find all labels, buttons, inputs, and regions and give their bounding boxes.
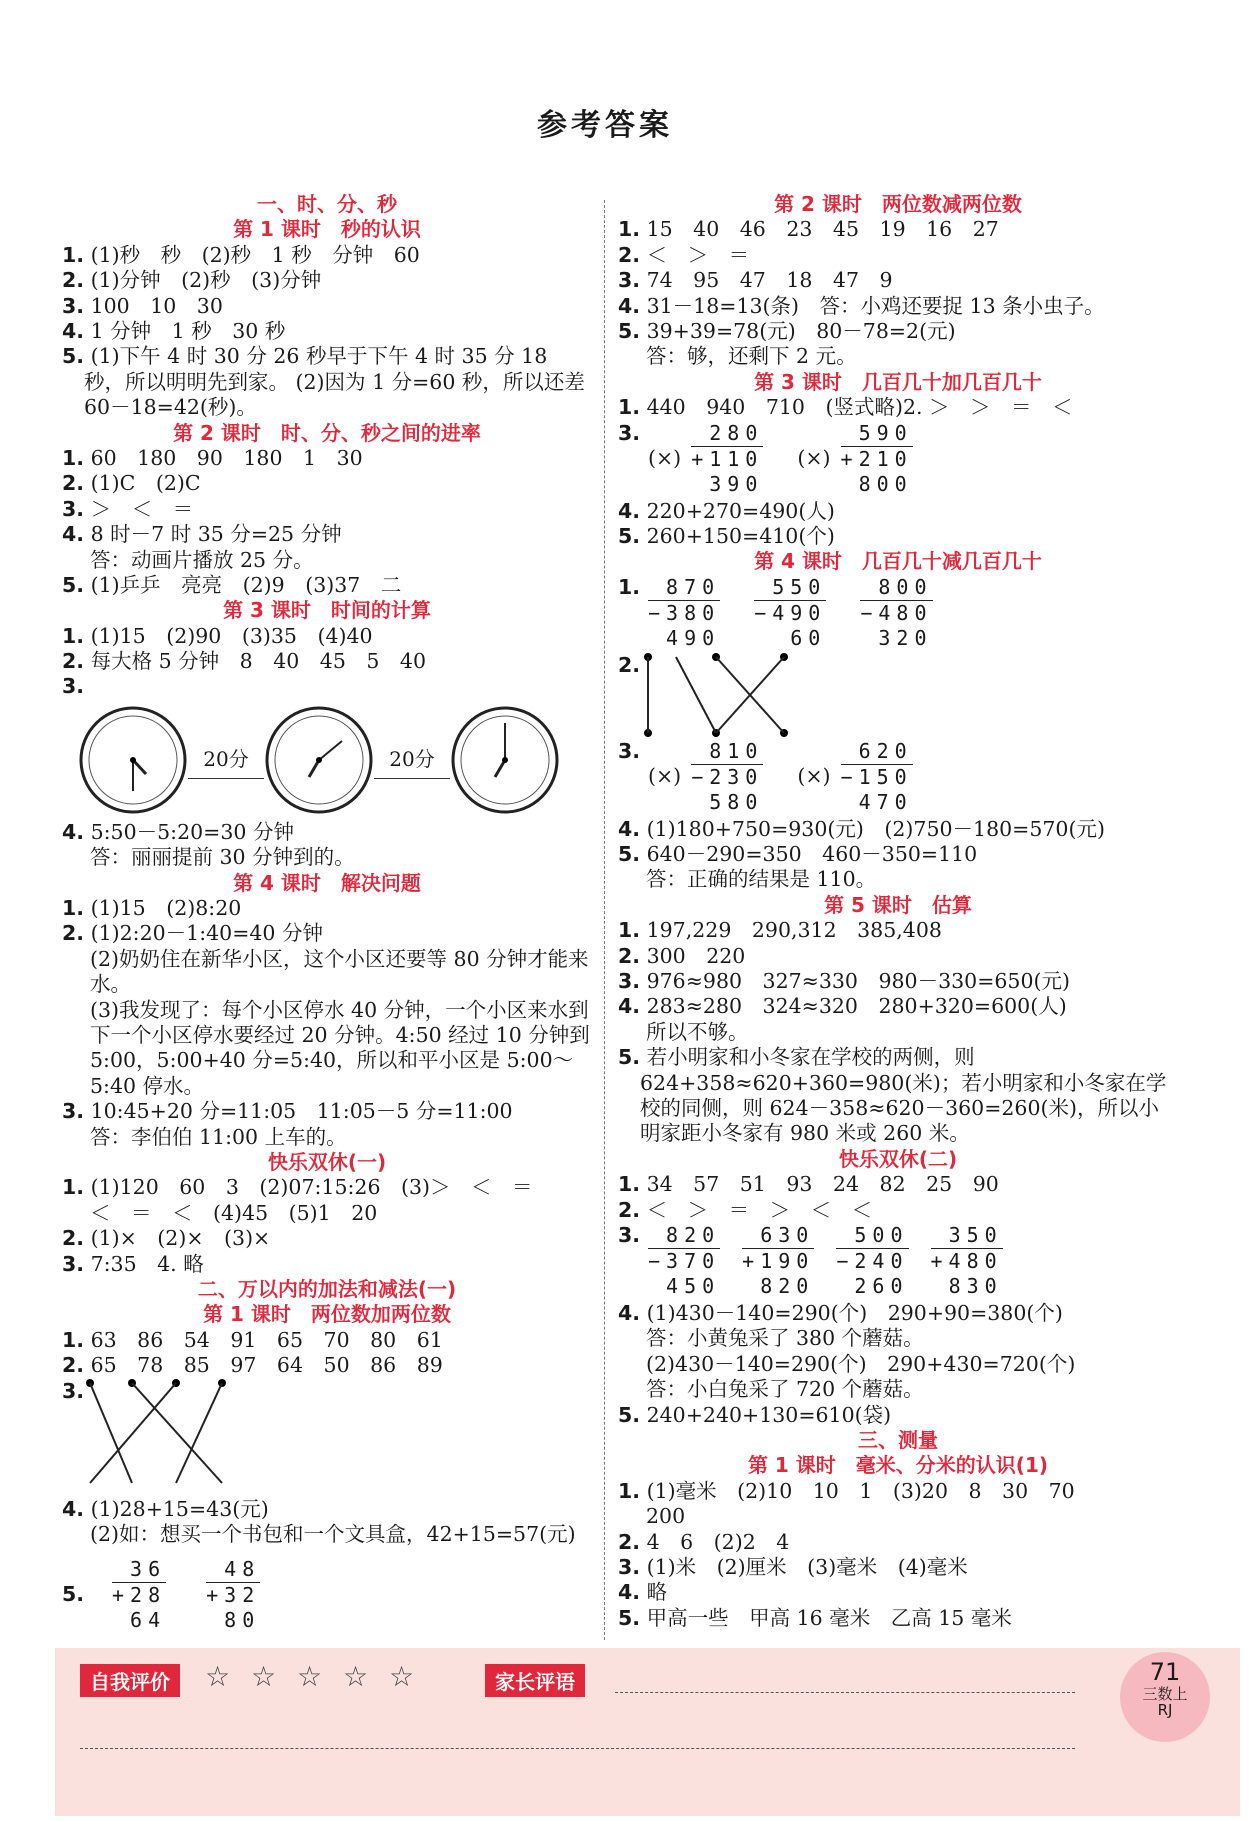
answer-line: ＜ ＞ ＝ ＞ ＜ ＜ (646, 1197, 873, 1222)
lesson-heading: 快乐双休(一) (267, 1150, 387, 1175)
answer-line: 若小明家和小冬家在学校的两侧，则 624+358≈620+360=980(米)；若小明家和小冬家在学校的同侧，则 624－358≈620－360=260(米)，所以小明家距小冬家有 980 米或 260 米。 (640, 1045, 1167, 1146)
lesson-heading: 第 1 课时 两位数加两位数 (203, 1302, 451, 1327)
vertical-calc: 48 +32 80 (206, 1557, 261, 1633)
evaluation-footer (55, 1648, 1240, 1816)
answer-line: 440 940 710 (竖式略)2. ＞ ＞ ＝ ＜ (646, 395, 1073, 420)
answer-line: 240+240+130=610(袋) (646, 1402, 892, 1427)
column-divider (604, 200, 605, 1640)
answer-line: (1)15 (2)90 (3)35 (4)40 (90, 623, 373, 648)
answer-line: (3)我发现了：每个小区停水 40 分钟，一个小区来水到下一个小区停水要经过 20 分钟。4:50 经过 10 分钟到 5:00，5:00+40 分=5:40，所以和平小区是 5:00～5:40 停水。 (90, 997, 597, 1098)
right-column: 第 2 课时 两位数减两位数 1. 15 40 46 23 45 19 16 27 2. ＜ ＞ ＝ 3. 74 95 47 18 47 9 4. 31－18=13(条) 答：小鸡还要捉 13 条小虫子。 5. 39+39=78(元) 80－78=2(元) 答：够，还剩下 2 元。 第 3 课时 几百几十加几百几十 1. 440 940 710 (竖式略)2. ＞ ＞ ＝ ＜ 3. (×) 280 +110 390 (×) 590 +210 800 4. 220+270=490(人) 5. 260+150=410(个) 第 4 课时 几百几十减几百几十 1. 870 −380 490 550 −490 60 800 −480 320 2. 3. (×) 810 −230 580 (×) 620 −150 470 4. (1)180+750=930(元) (2)750－180=570(元) 5. 640－290=350 460－350=110 答：正确的结果是 110。 第 5 课时 估算 1. 197,229 290,312 385,408 2. 300 220 3. 976≈980 327≈330 980－330=650(元) 4. 283≈280 324≈320 280+320=600(人) 所以不够。 5. 若小明家和小冬家在学校的两侧，则 624+358≈620+360=980(米)；若小明家和小冬家在学校的同侧，则 624－358≈620－360=260(米)，所以小明家距小冬家有 980 米或 260 米。 快乐双休(二) 1. 34 57 51 93 24 82 25 90 2. ＜ ＞ ＝ ＞ ＜ ＜ 3. 820 −370 450 630 +190 820 500 −240 260 350 +480 830 4. (1)430－140=290(个) 290+90=380(个) 答：小黄兔采了 380 个蘑菇。 (2)430－140=290(个) 290+430=720(个) 答：小白兔采了 720 个蘑菇。 5. 240+240+130=610(袋) 三、测量 第 1 课时 毫米、分米的认识(1) 1. (1)毫米 (2)10 10 1 (3)20 8 30 70 200 2. 4 6 (2)2 4 3. (1)米 (2)厘米 (3)毫米 (4)毫米 4. 略 5. 甲高一些 甲高 16 毫米 乙高 15 毫米 (618, 192, 1178, 1631)
answer-line: (1)15 (2)8:20 (90, 896, 242, 921)
lesson-heading: 第 1 课时 毫米、分米的认识(1) (747, 1453, 1049, 1478)
lesson-heading: 第 5 课时 估算 (824, 892, 972, 917)
answer-line: ＜ ＝ ＜ (4)45 (5)1 20 (90, 1200, 378, 1225)
arrow-label: 20分 (374, 747, 450, 772)
answer-line: 34 57 51 93 24 82 25 90 (646, 1172, 999, 1197)
answer-line: 200 (646, 1504, 686, 1529)
page-title: 参考答案 (537, 108, 673, 143)
mark: (×) (648, 445, 682, 470)
lesson-heading: 快乐双休(二) (838, 1146, 958, 1171)
answer-line: (1)28+15=43(元) (90, 1496, 269, 1521)
lesson-heading: 第 2 课时 时、分、秒之间的进率 (173, 420, 481, 445)
lesson-heading: 第 4 课时 解决问题 (233, 870, 421, 895)
page-number: 71 (1149, 1658, 1181, 1686)
answer-line: (1)C (2)C (90, 471, 201, 496)
answer-line: 答：动画片播放 25 分。 (90, 547, 314, 572)
answer-line: 283≈280 324≈320 280+320=600(人) (646, 994, 1067, 1019)
vertical-calc: 280 +110 390 (691, 420, 764, 496)
answer-line: 39+39=78(元) 80－78=2(元) (646, 318, 956, 343)
rating-stars[interactable]: ☆ ☆ ☆ ☆ ☆ (205, 1660, 421, 1693)
answer-line: 74 95 47 18 47 9 (646, 268, 893, 293)
vertical-calc: 820 −370 450 (648, 1223, 721, 1298)
answer-line: 每大格 5 分钟 8 40 45 5 40 (90, 649, 427, 674)
answer-line: 640－290=350 460－350=110 (646, 842, 978, 867)
answer-line: (1)分钟 (2)秒 (3)分钟 (90, 268, 322, 293)
answer-line: 略 (646, 1580, 668, 1605)
vertical-calc: 630 +190 820 (742, 1223, 815, 1298)
self-eval-label: 自我评价 (80, 1664, 180, 1697)
answer-line: 8 时－7 时 35 分=25 分钟 (90, 522, 342, 547)
section-heading: 一、时、分、秒 (257, 192, 397, 216)
answer-line: 答：够，还剩下 2 元。 (646, 344, 857, 369)
answer-line: 63 86 54 91 65 70 80 61 (90, 1327, 443, 1352)
answer-line: 1 分钟 1 秒 30 秒 (90, 318, 286, 343)
answer-line: (1)下午 4 时 30 分 26 秒早于下午 4 时 35 分 18 秒，所以明明先到家。 (2)因为 1 分=60 秒，所以还差 60－18=42(秒)。 (84, 344, 592, 420)
parent-eval-label: 家长评语 (485, 1664, 585, 1697)
vertical-calc: 350 +480 830 (930, 1223, 1003, 1298)
mark: (×) (797, 445, 831, 470)
clock-sequence (62, 700, 592, 820)
answer-line: (1)120 60 3 (2)07:15:26 (3)＞ ＜ ＝ (90, 1175, 533, 1200)
answer-line: 答：小黄兔采了 380 个蘑菇。 (646, 1326, 924, 1351)
vertical-calc: 870 −380 490 (648, 574, 721, 650)
answer-line: (1)2:20－1:40=40 分钟 (90, 921, 323, 946)
answer-line: (1)毫米 (2)10 10 1 (3)20 8 30 70 (646, 1478, 1075, 1503)
answer-line: 甲高一些 甲高 16 毫米 乙高 15 毫米 (646, 1605, 1012, 1630)
answer-line: 260+150=410(个) (646, 523, 835, 548)
page-number-badge (1120, 1652, 1210, 1742)
answer-line: ＞ ＜ ＝ (90, 496, 194, 521)
answer-line: 60 180 90 180 1 30 (90, 445, 363, 470)
answer-line: 100 10 30 (90, 293, 223, 318)
answer-line: (2)430－140=290(个) 290+430=720(个) (646, 1351, 1076, 1376)
answer-line: (2)如：想买一个书包和一个文具盒，42+15=57(元) (90, 1521, 576, 1546)
answer-line: (1)秒 秒 (2)秒 1 秒 分钟 60 (90, 242, 420, 267)
answer-line: 10:45+20 分=11:05 11:05－5 分=11:00 (90, 1099, 513, 1124)
answer-line: 976≈980 327≈330 980－330=650(元) (646, 969, 1071, 994)
vertical-calc: 36 +28 64 (112, 1557, 167, 1633)
matching-lines (644, 653, 844, 737)
write-line[interactable] (80, 1748, 1075, 1749)
lesson-heading: 第 1 课时 秒的认识 (233, 217, 421, 242)
mark: (×) (648, 763, 682, 788)
vertical-calc: 590 +210 800 (840, 420, 913, 496)
clock-icon (450, 705, 560, 815)
answer-line: 5:50－5:20=30 分钟 (90, 819, 294, 844)
edition-tag: RJ (1157, 1701, 1173, 1719)
mark: (×) (797, 763, 831, 788)
lesson-heading: 第 3 课时 几百几十加几百几十 (754, 369, 1042, 394)
section-heading: 三、测量 (858, 1427, 938, 1452)
book-tag: 三数上 (1142, 1685, 1188, 1703)
answer-line: 答：李伯伯 11:00 上车的。 (90, 1124, 347, 1149)
clock-icon (264, 705, 374, 815)
answer-line: 所以不够。 (646, 1019, 749, 1044)
answer-line: 31－18=13(条) 答：小鸡还要捉 13 条小虫子。 (646, 293, 1105, 318)
answer-line: (1)180+750=930(元) (2)750－180=570(元) (646, 816, 1105, 841)
section-heading: 二、万以内的加法和减法(一) (197, 1276, 457, 1301)
lesson-heading: 第 4 课时 几百几十减几百几十 (754, 549, 1042, 574)
answer-line: 答：丽丽提前 30 分钟到的。 (90, 845, 355, 870)
answer-line: ＜ ＞ ＝ (646, 242, 750, 267)
answer-line: 7:35 4. 略 (90, 1251, 204, 1276)
matching-lines (86, 1379, 386, 1489)
lesson-heading: 第 2 课时 两位数减两位数 (774, 192, 1022, 216)
vertical-calc: 810 −230 580 (691, 738, 764, 814)
clock-icon (78, 705, 188, 815)
answer-line: 15 40 46 23 45 19 16 27 (646, 217, 999, 242)
left-column: 一、时、分、秒 第 1 课时 秒的认识 1. (1)秒 秒 (2)秒 1 秒 分钟 60 2. (1)分钟 (2)秒 (3)分钟 3. 100 10 30 4. 1 分钟 1 秒 30 秒 5. (1)下午 4 时 30 分 26 秒早于下午 4 时 35 分 18 秒，所以明明先到家。 (2)因为 1 分=60 秒，所以还差 60－18=42(秒)。 第 2 课时 时、分、秒之间的进率 1. 60 180 90 180 1 30 2. (1)C (2)C 3. ＞ ＜ ＝ 4. 8 时－7 时 35 分=25 分钟 答：动画片播放 25 分。 5. (1)乒乒 亮亮 (2)9 (3)37 二 第 3 课时 时间的计算 1. (1)15 (2)90 (3)35 (4)40 2. 每大格 5 分钟 8 40 45 5 40 3. 20分 20分 4. 5:50－5:20=30 分钟 答：丽丽提前 30 分钟到的。 第 4 课时 解决问题 1. (1)15 (2)8:20 2. (1)2:20－1:40=40 分钟 (2)奶奶住在新华小区，这个小区还要等 80 分钟才能来水。 (3)我发现了：每个小区停水 40 分钟，一个小区来水到下一个小区停水要经过 20 分钟。4:50 经过 10 分钟到 5:00，5:00+40 分=5:40，所以和平小区是 5:00～5:40 停水。 3. 10:45+20 分=11:05 11:05－5 分=11:00 答：李伯伯 11:00 上车的。 快乐双休(一) 1. (1)120 60 3 (2)07:15:26 (3)＞ ＜ ＝ ＜ ＝ ＜ (4)45 (5)1 20 2. (1)× (2)× (3)× 3. 7:35 4. 略 二、万以内的加法和减法(一) 第 1 课时 两位数加两位数 1. 63 86 54 91 65 70 80 61 2. 65 78 85 97 64 50 86 89 3. 4. (1)28+15=43(元) (2)如：想买一个书包和一个文具盒，42+15=57(元) 5. 36 +28 64 48 +32 80 (62, 192, 597, 1633)
vertical-calc: 800 −480 320 (860, 574, 933, 650)
answer-line: 197,229 290,312 385,408 (646, 918, 942, 943)
answer-line: (1)× (2)× (3)× (90, 1226, 271, 1251)
answer-line: 4 6 (2)2 4 (646, 1529, 790, 1554)
answer-line: 65 78 85 97 64 50 86 89 (90, 1353, 443, 1378)
answer-line: (1)乒乒 亮亮 (2)9 (3)37 二 (90, 572, 402, 597)
answer-line: 220+270=490(人) (646, 498, 835, 523)
answer-line: (2)奶奶住在新华小区，这个小区还要等 80 分钟才能来水。 (90, 946, 589, 997)
answer-line: (1)430－140=290(个) 290+90=380(个) (646, 1301, 1063, 1325)
arrow-label: 20分 (188, 747, 264, 772)
vertical-calc: 500 −240 260 (836, 1223, 909, 1298)
vertical-calc: 550 −490 60 (754, 574, 827, 650)
lesson-heading: 第 3 课时 时间的计算 (223, 598, 431, 623)
answer-line: 300 220 (646, 943, 746, 968)
vertical-calc: 620 −150 470 (840, 738, 913, 814)
answer-line: 答：正确的结果是 110。 (646, 867, 877, 892)
answer-line: (1)米 (2)厘米 (3)毫米 (4)毫米 (646, 1554, 968, 1579)
write-line[interactable] (615, 1692, 1075, 1693)
answer-line: 答：小白兔采了 720 个蘑菇。 (646, 1377, 924, 1402)
